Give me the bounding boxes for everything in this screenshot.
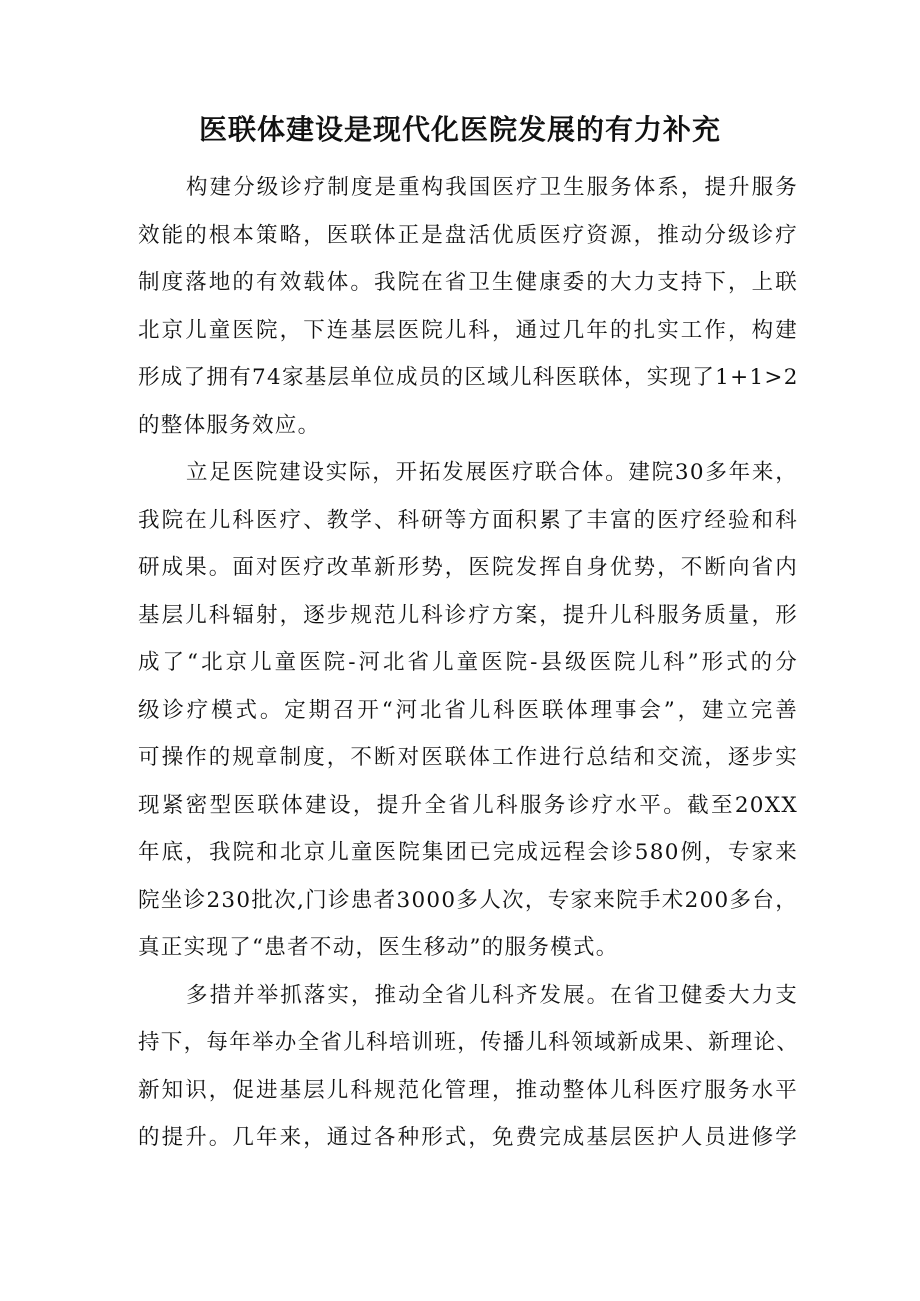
text-line: 效能的根本策略，医联体正是盘活优质医疗资源，推动分级诊疗 xyxy=(138,222,798,248)
text-line: 构建分级诊疗制度是重构我国医疗卫生服务体系，提升服务 xyxy=(186,175,798,200)
text-line: 成了“北京儿童医院-河北省儿童医院-县级医院儿科”形式的分 xyxy=(138,650,798,675)
text-line: 真正实现了“患者不动，医生移动”的服务模式。 xyxy=(138,935,619,960)
text-line: 北京儿童医院，下连基层医院儿科，通过几年的扎实工作，构建 xyxy=(138,317,798,343)
text-line: 基层儿科辐射，逐步规范儿科诊疗方案，提升儿科服务质量，形 xyxy=(138,602,798,628)
text-line: 年底，我院和北京儿童医院集团已完成远程会诊580例，专家来 xyxy=(138,840,798,865)
paragraph xyxy=(138,972,798,1162)
text-line: 级诊疗模式。定期召开“河北省儿科医联体理事会”，建立完善 xyxy=(138,697,798,723)
text-line: 制度落地的有效载体。我院在省卫生健康委的大力支持下，上联 xyxy=(138,270,798,295)
text-line: 持下，每年举办全省儿科培训班，传播儿科领域新成果、新理论、 xyxy=(138,1030,800,1055)
text-line: 我院在儿科医疗、教学、科研等方面积累了丰富的医疗经验和科 xyxy=(138,507,798,533)
text-line: 院坐诊230批次,门诊患者3000多人次，专家来院手术200多台， xyxy=(138,887,798,913)
text-line: 立足医院建设实际，开拓发展医疗联合体。建院30多年来， xyxy=(186,460,798,485)
text-line: 研成果。面对医疗改革新形势，医院发挥自身优势，不断向省内 xyxy=(138,555,798,580)
text-line: 的整体服务效应。 xyxy=(138,412,321,438)
document-body xyxy=(138,164,798,1162)
page-title: 医联体建设是现代化医院发展的有力补充 xyxy=(198,113,721,146)
text-line: 新知识，促进基层儿科规范化管理，推动整体儿科医疗服务水平 xyxy=(138,1077,798,1103)
paragraph xyxy=(138,449,798,972)
text-line: 现紧密型医联体建设，提升全省儿科服务诊疗水平。截至20XX xyxy=(138,792,798,818)
text-line: 的提升。几年来，通过各种形式，免费完成基层医护人员进修学 xyxy=(138,1125,798,1150)
text-line: 可操作的规章制度，不断对医联体工作进行总结和交流，逐步实 xyxy=(138,745,798,770)
paragraph xyxy=(138,164,798,449)
text-line: 多措并举抓落实，推动全省儿科齐发展。在省卫健委大力支 xyxy=(186,982,798,1008)
text-line: 形成了拥有74家基层单位成员的区域儿科医联体，实现了1+1>2 xyxy=(138,365,799,390)
